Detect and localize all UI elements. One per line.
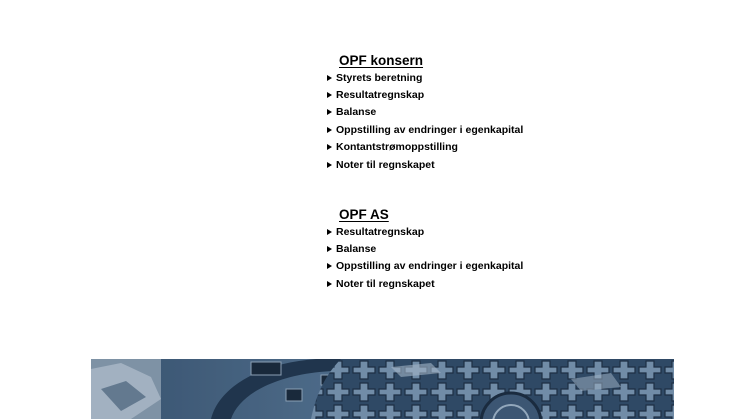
triangle-bullet-icon — [327, 281, 332, 287]
list-item-label: Balanse — [336, 106, 377, 119]
section-opf-as — [326, 206, 523, 293]
list-item — [326, 275, 523, 292]
triangle-bullet-icon — [327, 246, 332, 252]
triangle-bullet-icon — [327, 162, 332, 168]
list-item-label: Oppstilling av endringer i egenkapital — [336, 123, 524, 136]
section-title: OPF AS — [339, 207, 389, 222]
list-item — [326, 121, 523, 138]
section-opf-konsern — [326, 52, 523, 173]
list-item — [326, 258, 523, 275]
triangle-bullet-icon — [327, 75, 332, 81]
list-item-label: Resultatregnskap — [336, 225, 425, 238]
triangle-bullet-icon — [327, 263, 332, 269]
list-item-label: Kontantstrømoppstilling — [336, 141, 458, 154]
list-item — [326, 104, 523, 121]
triangle-bullet-icon — [327, 92, 332, 98]
section-title: OPF konsern — [339, 53, 424, 68]
list-item-label: Noter til regnskapet — [336, 277, 435, 290]
list-item — [326, 139, 523, 156]
list-item — [326, 156, 523, 173]
triangle-bullet-icon — [327, 229, 332, 235]
section-item-list — [326, 223, 523, 293]
list-item — [326, 86, 523, 103]
triangle-bullet-icon — [327, 144, 332, 150]
list-item — [326, 223, 523, 240]
list-item — [326, 240, 523, 257]
manhole-cover-photo — [91, 359, 674, 419]
list-item — [326, 69, 523, 86]
triangle-bullet-icon — [327, 109, 332, 115]
section-item-list — [326, 69, 523, 173]
triangle-bullet-icon — [327, 127, 332, 133]
list-item-label: Resultatregnskap — [336, 89, 425, 102]
list-item-label: Styrets beretning — [336, 71, 423, 84]
list-item-label: Balanse — [336, 243, 377, 256]
list-item-label: Oppstilling av endringer i egenkapital — [336, 260, 524, 273]
list-item-label: Noter til regnskapet — [336, 158, 435, 171]
manhole-cover-illustration — [91, 359, 674, 419]
